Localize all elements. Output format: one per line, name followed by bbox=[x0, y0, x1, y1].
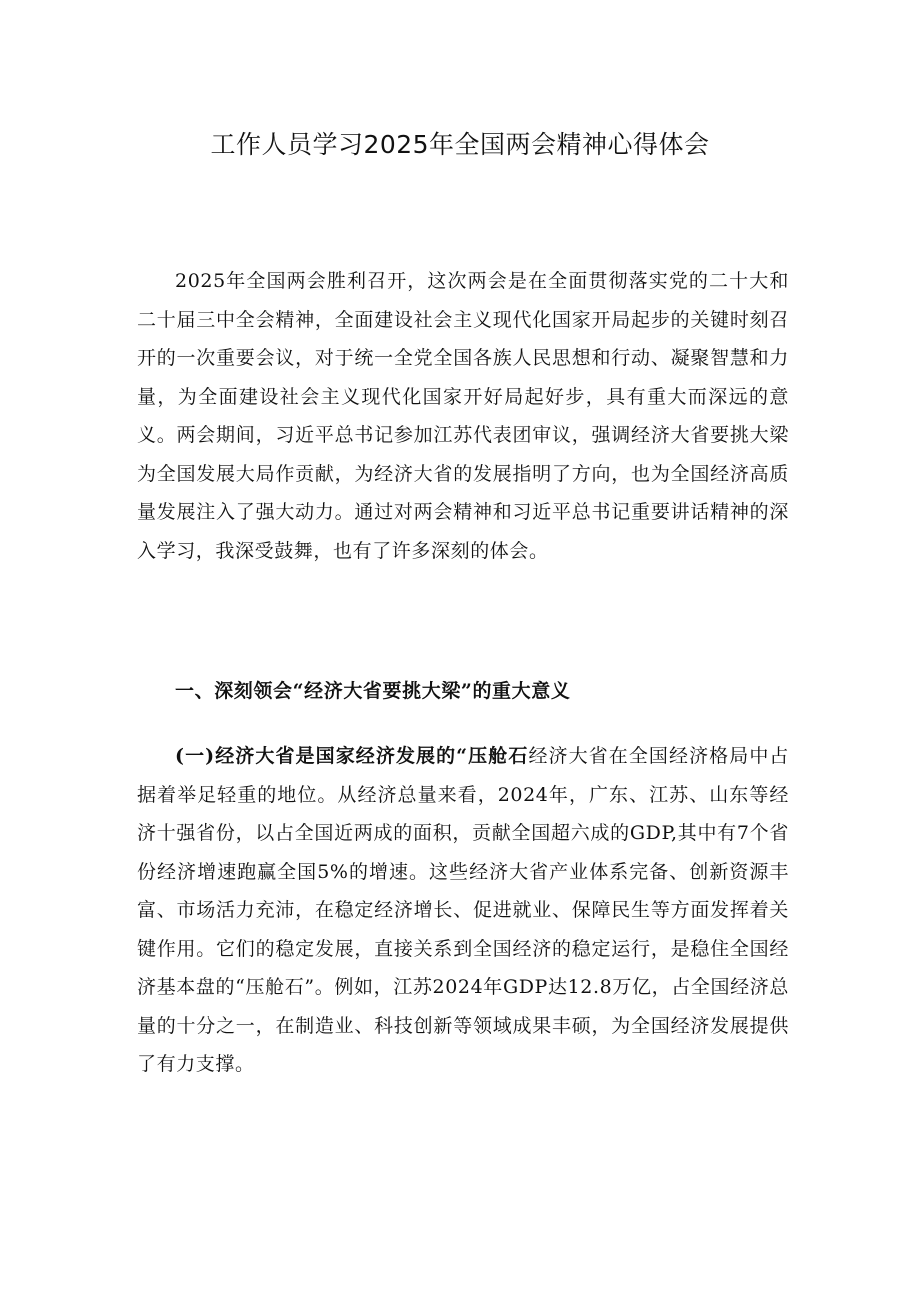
section-heading-1: 一、深刻领会“经济大省要挑大梁”的重大意义 bbox=[175, 680, 571, 702]
document-title: 工作人员学习2025年全国两会精神心得体会 bbox=[210, 130, 710, 159]
subsection-body-1: 经济大省在全国经济格局中占据着举足轻重的地位。从经济总量来看，2024年，广东、江苏、山东等经济十强省份，以占全国近两成的面积，贡献全国超六成的GDP,其中有7个省份经济增速跑赢全国5%的增速。这些经济大省产业体系完备、创新资源丰富、市场活力充沛，在稳定经济增长、促进就业、保障民生等方面发挥着关键作用。它们的稳定发展，直接关系到全国经济的稳定运行，是稳住全国经济基本盘的“压舱石”。例如，江苏2024年GDP达12.8万亿，占全国经济总量的十分之一，在制造业、科技创新等领域成果丰硕，为全国经济发展提供了有力支撑。 bbox=[137, 745, 789, 1075]
subsection-heading-1: (一)经济大省是国家经济发展的“压舱石 bbox=[175, 745, 529, 767]
section-paragraph-1 bbox=[137, 737, 789, 1084]
intro-paragraph: 2025年全国两会胜利召开，这次两会是在全面贯彻落实党的二十大和二十届三中全会精神，全面建设社会主义现代化国家开局起步的关键时刻召开的一次重要会议，对于统一全党全国各族人民思想和行动、凝聚智慧和力量，为全面建设社会主义现代化国家开好局起好步，具有重大而深远的意义。两会期间，习近平总书记参加江苏代表团审议，强调经济大省要挑大梁为全国发展大局作贡献，为经济大省的发展指明了方向，也为全国经济高质量发展注入了强大动力。通过对两会精神和习近平总书记重要讲话精神的深入学习，我深受鼓舞，也有了许多深刻的体会。 bbox=[137, 270, 789, 562]
